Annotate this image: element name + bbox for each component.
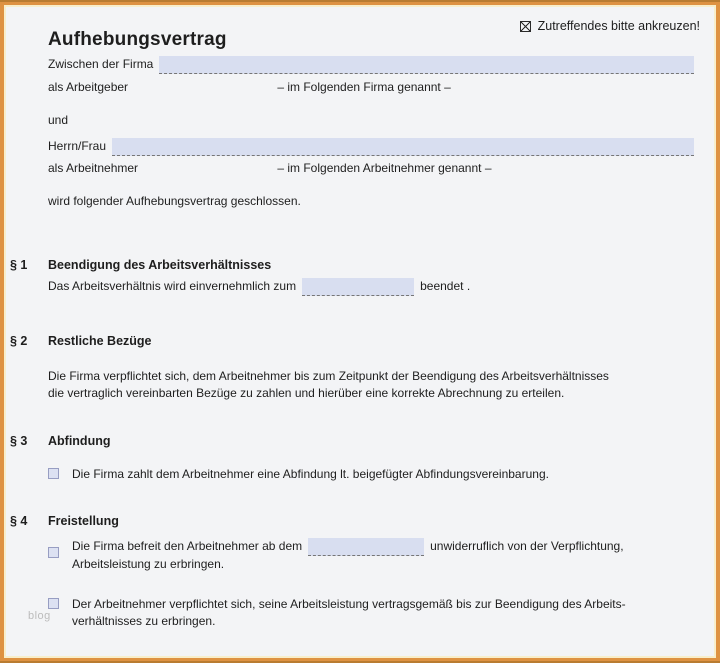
section-3-title: Abfindung bbox=[48, 434, 111, 448]
severance-option-row bbox=[48, 466, 694, 483]
section-2-title: Restliche Bezüge bbox=[48, 334, 152, 348]
section-3-heading bbox=[10, 434, 694, 448]
section-4-title: Freistellung bbox=[48, 514, 119, 528]
release-option-line1 bbox=[72, 538, 624, 556]
section-2-paragraph-line2: die vertraglich vereinbarten Bezüge zu zahlen und hierüber eine korrekte Abrechnung zu erteilen. bbox=[48, 386, 565, 400]
section-4-heading bbox=[10, 514, 694, 528]
release-text-after: unwiderruflich von der Verpflichtung, bbox=[430, 539, 624, 553]
release-option-text bbox=[72, 538, 624, 573]
work-duty-option-row bbox=[48, 596, 694, 630]
section-2-number: § 2 bbox=[10, 334, 28, 348]
termination-text-before: Das Arbeitsverhältnis wird einvernehmlich zum bbox=[48, 279, 297, 293]
section-4-number: § 4 bbox=[10, 514, 28, 528]
work-duty-line2: verhältnisses zu erbringen. bbox=[72, 614, 216, 628]
firma-input-field[interactable] bbox=[159, 56, 694, 74]
work-duty-option-text bbox=[72, 596, 626, 630]
employer-note: – im Folgenden Firma genannt – bbox=[277, 80, 451, 94]
termination-sentence bbox=[48, 278, 470, 296]
unchecked-checkbox-icon[interactable] bbox=[48, 547, 59, 558]
section-2-heading bbox=[10, 334, 694, 348]
checkbox-note-label: Zutreffendes bitte ankreuzen! bbox=[537, 19, 700, 33]
unchecked-checkbox-icon[interactable] bbox=[48, 468, 59, 479]
employer-line bbox=[48, 79, 451, 96]
release-option-row bbox=[48, 538, 694, 573]
employee-label: als Arbeitnehmer bbox=[48, 161, 139, 175]
employer-label: als Arbeitgeber bbox=[48, 80, 129, 94]
name-input-field[interactable] bbox=[112, 138, 694, 156]
name-label: Herrn/Frau bbox=[48, 139, 107, 153]
section-2-paragraph-line1: Die Firma verpflichtet sich, dem Arbeitnehmer bis zum Zeitpunkt der Beendigung des Arbeitsverhältnisses bbox=[48, 369, 609, 383]
section-1-heading bbox=[10, 258, 694, 272]
section-1-title: Beendigung des Arbeitsverhältnisses bbox=[48, 258, 272, 272]
release-option-line2: Arbeitsleistung zu erbringen. bbox=[72, 557, 225, 571]
firma-label: Zwischen der Firma bbox=[48, 57, 154, 71]
conjunction-line: und bbox=[48, 113, 69, 127]
release-date-field[interactable] bbox=[308, 538, 424, 556]
checked-checkbox-icon bbox=[520, 21, 531, 32]
name-row bbox=[48, 138, 694, 156]
page-title: Aufhebungsvertrag bbox=[48, 29, 227, 50]
closing-line: wird folgender Aufhebungsvertrag geschlossen. bbox=[48, 194, 301, 208]
section-3-number: § 3 bbox=[10, 434, 28, 448]
firma-row bbox=[48, 56, 694, 74]
checkbox-note bbox=[520, 19, 700, 33]
employee-line bbox=[48, 160, 492, 177]
watermark: blog bbox=[28, 610, 51, 622]
work-duty-line1: Der Arbeitnehmer verpflichtet sich, seine Arbeitsleistung vertragsgemäß bis zur Beendigung des Arbeits- bbox=[72, 597, 626, 611]
termination-date-field[interactable] bbox=[302, 278, 414, 296]
release-text-before: Die Firma befreit den Arbeitnehmer ab dem bbox=[72, 539, 303, 553]
unchecked-checkbox-icon[interactable] bbox=[48, 598, 59, 609]
section-1-number: § 1 bbox=[10, 258, 28, 272]
termination-text-after: beendet . bbox=[420, 279, 471, 293]
section-2-paragraph bbox=[48, 368, 694, 402]
document bbox=[4, 5, 716, 658]
severance-option-text: Die Firma zahlt dem Arbeitnehmer eine Abfindung lt. beigefügter Abfindungsvereinbarung. bbox=[72, 467, 549, 481]
employee-note: – im Folgenden Arbeitnehmer genannt – bbox=[277, 161, 492, 175]
